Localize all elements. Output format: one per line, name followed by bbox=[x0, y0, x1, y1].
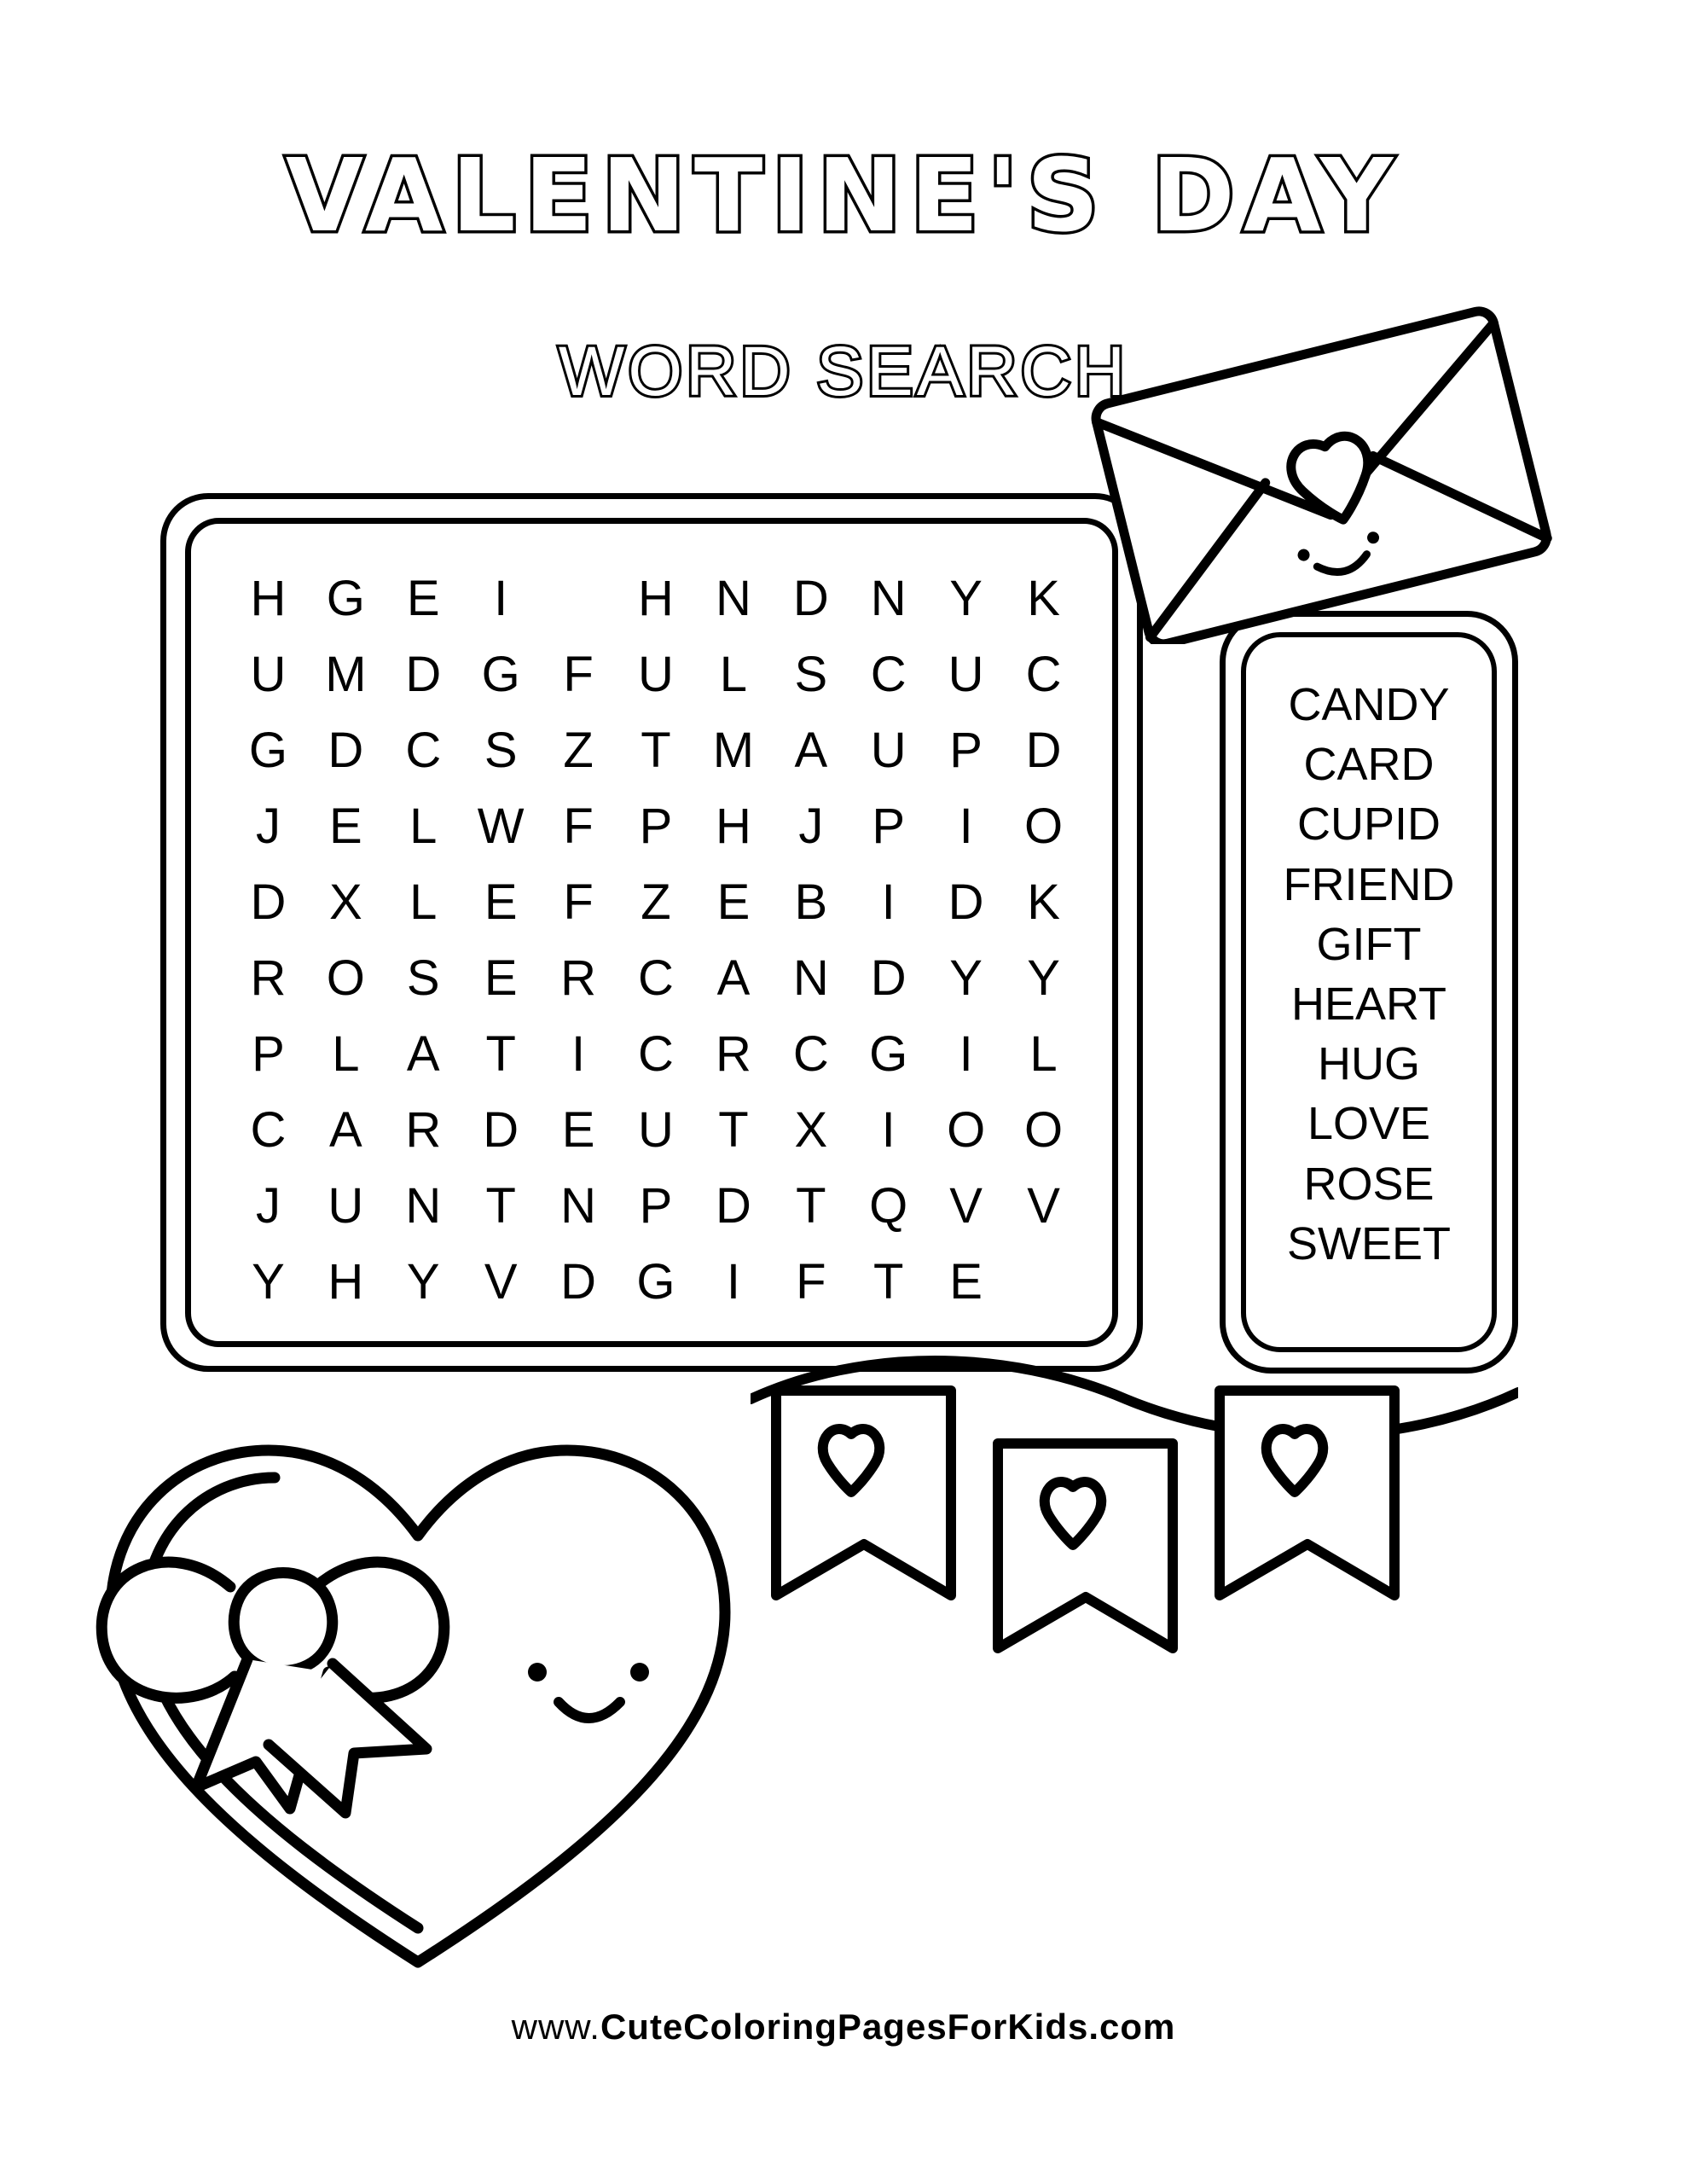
grid-letter: L bbox=[409, 874, 438, 930]
grid-letter: S bbox=[484, 722, 518, 778]
grid-letter: U bbox=[328, 1177, 364, 1234]
word-list-item: FRIEND bbox=[1283, 858, 1455, 910]
grid-letter: C bbox=[870, 646, 907, 702]
grid-letter: F bbox=[563, 798, 594, 854]
grid-letter: O bbox=[326, 950, 365, 1006]
grid-letter: G bbox=[636, 1253, 675, 1310]
page-title: VALENTINE'S DAY bbox=[285, 136, 1402, 254]
grid-letter: E bbox=[329, 798, 362, 854]
grid-letter: D bbox=[715, 1177, 751, 1234]
grid-letter: R bbox=[560, 950, 597, 1006]
grid-letter: A bbox=[329, 1101, 362, 1158]
grid-letter: N bbox=[560, 1177, 597, 1234]
grid-letter: H bbox=[250, 570, 287, 626]
grid-letter: G bbox=[248, 722, 288, 778]
grid-letter: T bbox=[718, 1101, 749, 1158]
grid-letter: V bbox=[484, 1253, 518, 1310]
word-list-item: HEART bbox=[1290, 978, 1447, 1030]
word-list-border bbox=[1241, 632, 1497, 1352]
grid-letter: L bbox=[1029, 1025, 1058, 1082]
grid-letter: N bbox=[405, 1177, 442, 1234]
grid-letter: D bbox=[405, 646, 442, 702]
grid-letter: T bbox=[641, 722, 671, 778]
grid-letter: J bbox=[255, 798, 281, 854]
grid-letter: T bbox=[485, 1025, 516, 1082]
grid-letter: U bbox=[870, 722, 907, 778]
grid-letter: K bbox=[1027, 570, 1060, 626]
word-list-item: CARD bbox=[1303, 739, 1435, 791]
grid-letter: T bbox=[485, 1177, 516, 1234]
grid-letter: L bbox=[409, 798, 438, 854]
grid-letter: N bbox=[792, 950, 829, 1006]
grid-letter: F bbox=[563, 646, 594, 702]
grid-letter: U bbox=[250, 646, 287, 702]
word-list-item: CUPID bbox=[1296, 799, 1441, 851]
grid-letter: D bbox=[328, 722, 364, 778]
grid-letter: M bbox=[712, 722, 755, 778]
grid-letter: O bbox=[1023, 798, 1064, 854]
grid-letter: P bbox=[949, 722, 983, 778]
grid-letter: G bbox=[326, 570, 365, 626]
grid-letter: C bbox=[1025, 646, 1062, 702]
grid-letter: I bbox=[959, 1025, 973, 1082]
grid-letter: E bbox=[716, 874, 751, 930]
grid-letter: Y bbox=[406, 1253, 440, 1310]
grid-letter: E bbox=[561, 1101, 595, 1158]
grid-letter: D bbox=[792, 570, 829, 626]
grid-letter: U bbox=[948, 646, 984, 702]
grid-letter: E bbox=[406, 570, 440, 626]
grid-letter: P bbox=[639, 1177, 673, 1234]
heart-chocolate-box-icon bbox=[77, 1331, 759, 2013]
grid-letter: A bbox=[794, 722, 828, 778]
grid-letter: G bbox=[481, 646, 520, 702]
grid-letter: X bbox=[329, 874, 362, 930]
grid-letter: F bbox=[796, 1253, 826, 1310]
grid-letter: Y bbox=[1027, 950, 1060, 1006]
grid-letter: I bbox=[571, 1025, 586, 1082]
footer-prefix: www. bbox=[511, 2007, 600, 2047]
grid-letter: W bbox=[477, 798, 525, 854]
word-list-item: ROSE bbox=[1303, 1158, 1435, 1210]
grid-letter: N bbox=[715, 570, 751, 626]
grid-letter: P bbox=[872, 798, 906, 854]
envelope-with-heart-icon bbox=[1081, 303, 1559, 644]
grid-letter: E bbox=[484, 874, 518, 930]
grid-letter: Z bbox=[563, 722, 594, 778]
grid-letter: R bbox=[405, 1101, 442, 1158]
grid-letter: T bbox=[873, 1253, 904, 1310]
grid-letter: Q bbox=[869, 1177, 908, 1234]
grid-letter: D bbox=[870, 950, 907, 1006]
grid-letter: Y bbox=[949, 570, 983, 626]
grid-letter: J bbox=[255, 1177, 281, 1234]
grid-letter: C bbox=[638, 1025, 674, 1082]
letter-grid bbox=[229, 561, 1082, 1320]
word-list-item: LOVE bbox=[1307, 1098, 1431, 1150]
grid-letter: D bbox=[560, 1253, 597, 1310]
grid-letter: H bbox=[638, 570, 674, 626]
word-list-item: GIFT bbox=[1316, 918, 1422, 970]
grid-letter: M bbox=[325, 646, 367, 702]
grid-letter: R bbox=[715, 1025, 751, 1082]
footer-brand: CuteColoringPagesForKids bbox=[600, 2007, 1089, 2047]
grid-letter: I bbox=[494, 570, 508, 626]
grid-letter: O bbox=[947, 1101, 986, 1158]
grid-letter: S bbox=[794, 646, 828, 702]
grid-letter: C bbox=[638, 950, 674, 1006]
grid-letter: R bbox=[250, 950, 287, 1006]
word-list-item: HUG bbox=[1318, 1038, 1420, 1090]
word-list bbox=[1246, 675, 1492, 1274]
word-list-item: CANDY bbox=[1288, 679, 1450, 730]
grid-letter: E bbox=[949, 1253, 983, 1310]
grid-letter: Z bbox=[641, 874, 671, 930]
grid-letter: K bbox=[1027, 874, 1060, 930]
word-list-panel bbox=[1220, 611, 1518, 1374]
grid-letter: S bbox=[406, 950, 440, 1006]
grid-letter: Y bbox=[949, 950, 983, 1006]
grid-letter: L bbox=[719, 646, 748, 702]
grid-letter: V bbox=[949, 1177, 983, 1234]
grid-letter: A bbox=[716, 950, 751, 1006]
footer-suffix: .com bbox=[1088, 2007, 1176, 2047]
grid-letter: X bbox=[794, 1101, 828, 1158]
grid-letter: P bbox=[639, 798, 673, 854]
grid-letter: F bbox=[563, 874, 594, 930]
grid-letter: D bbox=[1025, 722, 1062, 778]
grid-letter: C bbox=[792, 1025, 829, 1082]
grid-letter: D bbox=[948, 874, 984, 930]
heart-bunting-icon bbox=[751, 1339, 1518, 1920]
grid-letter: V bbox=[1027, 1177, 1060, 1234]
grid-letter: C bbox=[405, 722, 442, 778]
grid-letter: D bbox=[250, 874, 287, 930]
grid-letter: O bbox=[1023, 1101, 1064, 1158]
grid-letter: I bbox=[959, 798, 973, 854]
word-search-grid-panel bbox=[160, 493, 1143, 1372]
grid-letter: J bbox=[798, 798, 824, 854]
grid-letter: E bbox=[484, 950, 518, 1006]
grid-letter: N bbox=[870, 570, 907, 626]
grid-letter: P bbox=[252, 1025, 285, 1082]
grid-letter: B bbox=[794, 874, 828, 930]
grid-letter: L bbox=[332, 1025, 360, 1082]
word-list-item: SWEET bbox=[1286, 1217, 1451, 1269]
grid-letter: U bbox=[638, 1101, 674, 1158]
grid-letter: G bbox=[869, 1025, 908, 1082]
grid-letter: I bbox=[881, 874, 896, 930]
grid-letter: H bbox=[328, 1253, 364, 1310]
grid-letter: Y bbox=[252, 1253, 285, 1310]
grid-letter: U bbox=[638, 646, 674, 702]
grid-letter: A bbox=[406, 1025, 440, 1082]
page-subtitle: WORD SEARCH bbox=[558, 333, 1129, 410]
grid-letter: I bbox=[726, 1253, 740, 1310]
grid-letter: T bbox=[796, 1177, 826, 1234]
grid-letter: H bbox=[715, 798, 751, 854]
grid-letter: C bbox=[250, 1101, 287, 1158]
grid-letter: D bbox=[483, 1101, 519, 1158]
grid-letter: I bbox=[881, 1101, 896, 1158]
